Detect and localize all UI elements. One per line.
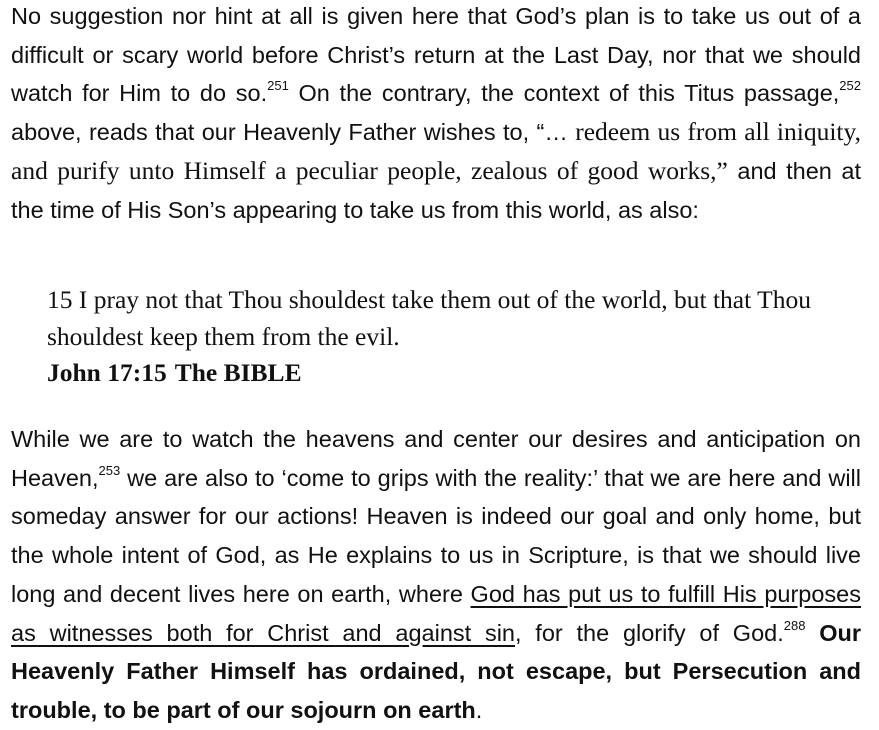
footnote-ref-252[interactable]: 252 (839, 78, 861, 94)
underlined-text: God has put us to fulfill His purposes as witnesses both for Christ and against sin (11, 580, 861, 646)
footnote-ref-251[interactable]: 251 (267, 78, 289, 94)
citation-source: The BIBLE (174, 358, 302, 387)
footnote-ref-253[interactable]: 253 (98, 462, 121, 478)
paragraph-text: , for the glorify of God. (515, 619, 784, 646)
paragraph-text: we are also to ‘come to grips with the reality:’ that we are here and will someday answer for our actions! Heaven is indeed our goal and only home, but the whole intent of God, as He explains to us in Scripture, is that we should live long and decent lives here on earth, where (11, 464, 861, 607)
paragraph-text: While we are to watch the heavens and center our desires and anticipation on Heaven, (11, 426, 861, 491)
paragraph-text: On the contrary, the context of this Titus passage, (288, 80, 840, 107)
block-quote (47, 282, 859, 392)
citation-reference: John 17:15 (47, 358, 167, 387)
scripture-quote-inline: redeem us from all iniquity, and purify unto Himself a peculiar people, zealous of good works,” (11, 117, 861, 185)
bold-emphasis-text: Our Heavenly Father Himself has ordained, not escape, but Persecution and trouble, to be part of our sojourn on earth (11, 619, 862, 723)
paragraph-text: above, reads that our Heavenly Father wishes to, “… (11, 119, 576, 146)
paragraph-heaven-goal (11, 420, 861, 730)
paragraph-text: No suggestion nor hint at all is given here that God’s plan is to take us out of a difficult or scary world before Christ’s return at the Last Day, nor that we should watch for Him to do so. (11, 3, 861, 107)
quote-text: 15 I pray not that Thou shouldest take them out of the world, but that Thou shouldest keep them from the evil. (47, 285, 811, 351)
quote-citation (47, 355, 859, 392)
paragraph-text (805, 620, 819, 646)
paragraph-text: and then at the time of His Son’s appearing to take us from this world, as also: (11, 157, 861, 223)
paragraph-text: . (475, 696, 483, 723)
paragraph-titus-context (11, 0, 861, 229)
footnote-ref-288[interactable]: 288 (783, 617, 806, 633)
